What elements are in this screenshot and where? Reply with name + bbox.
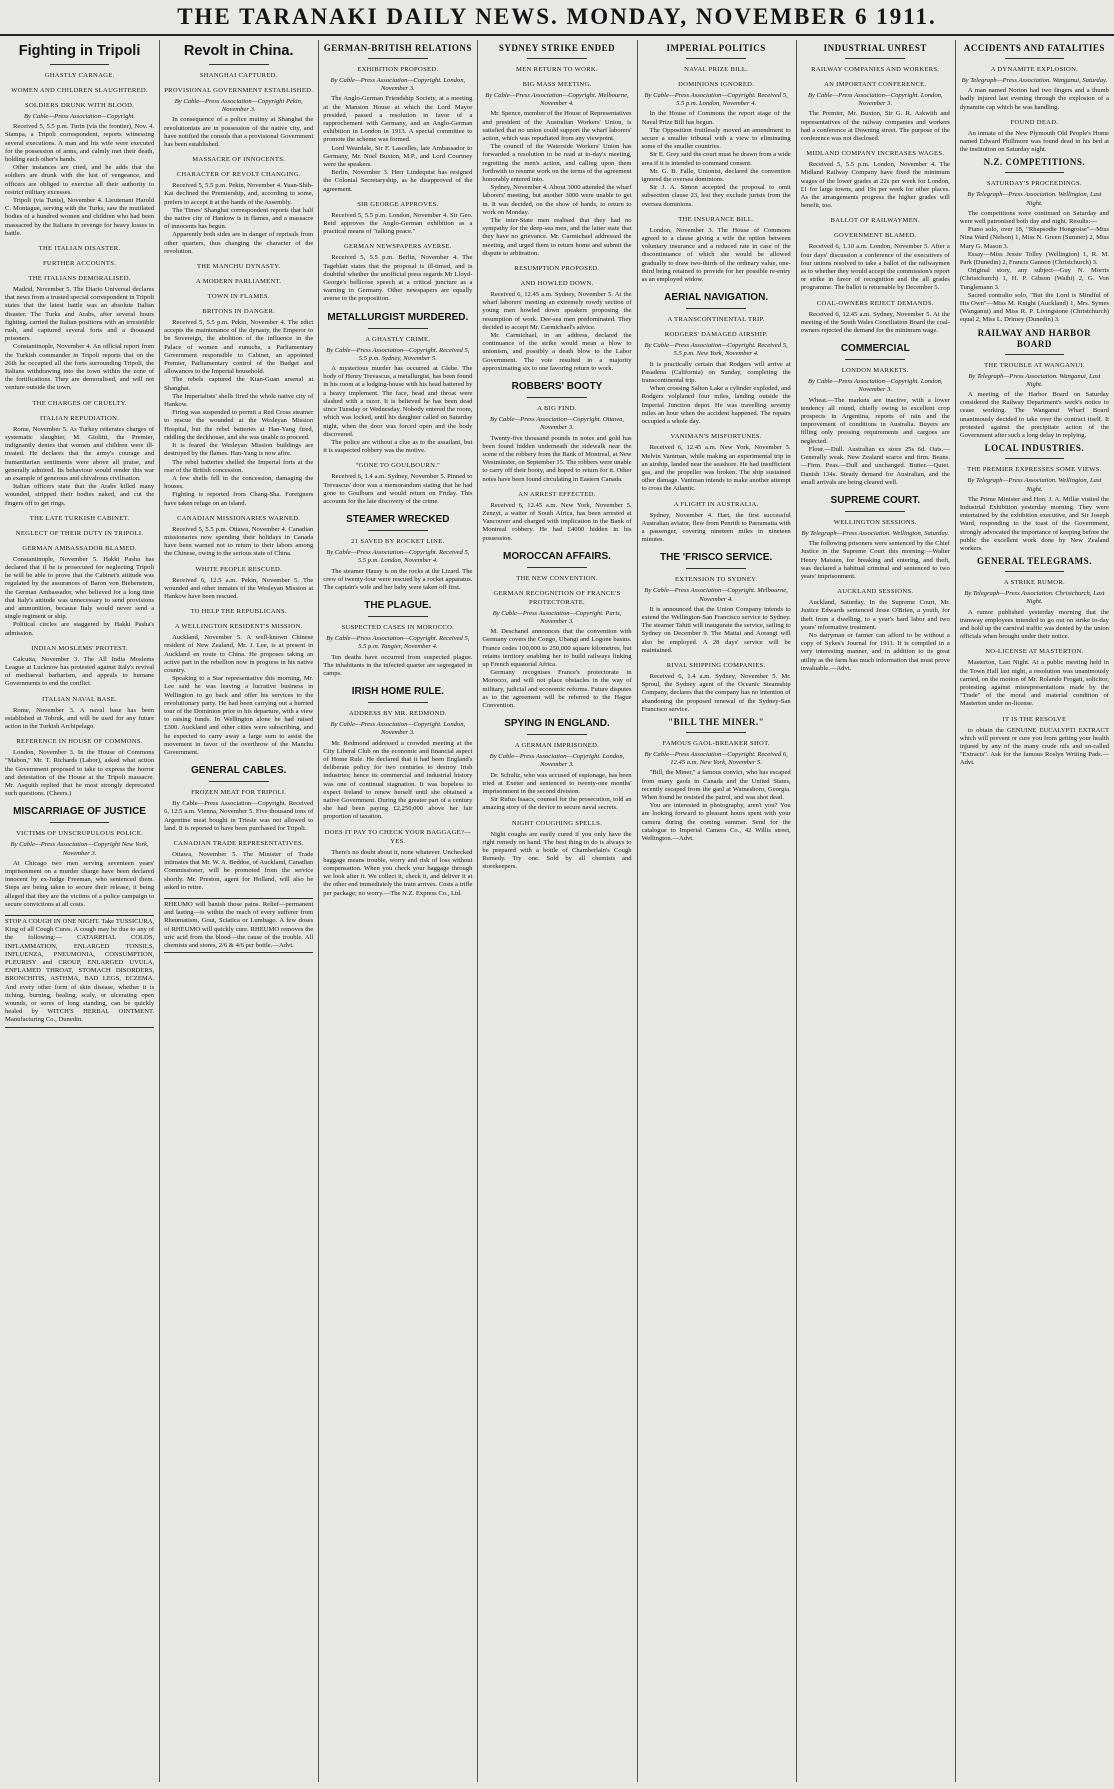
heading-rule	[527, 397, 587, 398]
subheading: NEGLECT OF THEIR DUTY IN TRIPOLI.	[15, 529, 144, 537]
paragraph: Political circles are staggered by Hakki Pasha's admission.	[5, 621, 155, 637]
subheading: ITALIAN NAVAL BASE.	[42, 695, 117, 703]
paragraph: Auckland, Saturday. In the Supreme Court, Mr. Justice Edwards sentenced Jesse O'Brien, a youth, for theft from a dwelling, to a year's hard labor and two years' reformative treatment.	[800, 599, 950, 631]
column-2	[159, 40, 318, 1782]
section-heading: INDUSTRIAL UNREST	[823, 43, 927, 53]
paragraph: A rumor published yesterday morning that the tramway employees intended to go out on strike to-day and hold up the carnival traffic was denied by the union officials when brought under their notice.	[959, 608, 1109, 641]
section-heading: IRISH HOME RULE.	[351, 686, 444, 698]
subheading: NO-LICENSE AT MASTERTON.	[985, 648, 1084, 656]
column-1	[0, 40, 159, 1782]
paragraph: Sydney, November 4. About 3000 attended the wharf laborers' meeting, but another 3000 were unable to get in. It was decided, on the show of hands, to return to work on Monday.	[482, 184, 632, 216]
subheading: 21 SAVED BY ROCKET LINE.	[351, 538, 445, 546]
paragraph: Received 5, 5.5 p.m. Turin (via the frontier), Nov. 4. Stampa, a Tripoli correspondent, reports witnessing several executions. A man and his wife were executed for the possession of arms, and calmly met their death, holding each other's hands.	[5, 123, 155, 164]
paragraph: Sydney, November 4. Hart, the first successful Australian aviator, flew from Penrith to Parramatta with a passenger, covering nineteen miles in nineteen minutes.	[641, 511, 791, 544]
column-divider	[955, 40, 956, 1782]
paragraph: Sir J. A. Simon accepted the proposal to omit subsection clause 23, lest they exclude jurists from the oversea dominions.	[641, 184, 791, 208]
dateline: By Telegraph—Press Association. Wanganui, Last Night.	[968, 372, 1101, 388]
dateline: By Telegraph—Press Association. Wellington, Last Night.	[967, 477, 1102, 493]
subheading: AN IMPORTANT CONFERENCE.	[824, 81, 927, 88]
dateline: By Cable—Press Association—Copyright. Received 5, 5.5 p.m. London, November 4.	[644, 92, 788, 108]
paragraph: The rebel batteries shelled the Imperial forts at the rear of the British concession.	[164, 458, 314, 474]
subheading: DOMINIONS IGNORED.	[678, 81, 755, 88]
section-heading: SYDNEY STRIKE ENDED	[498, 43, 616, 53]
paragraph: Received 6, 1.10 a.m. London, November 5. After a four days' discussion a conference of the executives of four unions resolved to take a ballot of the railwaymen as to whether they would accept the commission's report or strike in favor of recognition and the all grades programme. The ballot is returnable by December 5.	[800, 243, 950, 292]
paragraph: Ottawa, November 5. The Minister of Trade intimates that Mr. W. A. Beddoe, of Auckland, Canadian Commissioner, will be promoted from the service shortly. Mr. Preston, agent for Holland, will also be asked to retire.	[164, 851, 314, 891]
dateline: By Cable—Press Association—Copyright. Received 5, 5.5 p.m. London, November 4.	[326, 549, 470, 565]
paragraph: The following prisoners were sentenced by the Chief Justice in the Supreme Court this morning:—Walter Henry Maisten, for breaking and entering, and theft, was declared a habitual criminal and sentenced to two years' imprisonment.	[800, 540, 950, 580]
heading-rule	[1005, 354, 1065, 355]
dateline: By Telegraph—Press Association. Wellington, Last Night.	[967, 191, 1102, 207]
paragraph: In the House of Commons the report stage of the Naval Prize Bill has begun.	[641, 110, 791, 126]
subheading: "GONE TO GOULBOURN."	[355, 462, 441, 470]
heading-rule	[686, 308, 746, 309]
dateline: By Cable—Press Association—Copyright. Received 5, 5.5 p.m. New York, November 4.	[644, 342, 788, 358]
heading-rule	[368, 530, 428, 531]
column-divider	[796, 40, 797, 1782]
heading-rule	[845, 58, 905, 59]
subheading: TO HELP THE REPUBLICANS.	[190, 608, 287, 616]
paragraph: An inmate of the New Plymouth Old People's Home named Edward Phillmore was found dead in his bed at the institution on Saturday night.	[959, 129, 1109, 154]
paragraph: It is announced that the Union Company intends to extend the Wellington-San Francisco service to Sydney. The steamer Tahiti will inaugurate the service, sailing to Sydney on December 9. The Maitai and Aorangi will also be employed. A 28 days' service will be maintained.	[641, 605, 791, 654]
paragraph: At Chicago two men serving seventeen years' imprisonment on a murder charge have been declared innocent by ex-Judge Freeman, who sentenced them. Steps are being taken to secure their release, it being alleged that they are the victims of a police campaign to secure convictions at all costs.	[5, 859, 155, 908]
dateline: By Cable—Press Association—Copyright. Received 5, 5.5 p.m. Sydney, November 5.	[326, 346, 470, 362]
paragraph: Wheat.—The markets are inactive, with a lower tendency all round, chiefly owing to excellent crop prospects in Argentina, reports of rain and the improvement of conditions in Australia. Buyers are filling only pressing requirements and cargoes are neglected.	[800, 396, 950, 445]
paragraph: Flour.—Dull. Australian ex store 25s 6d. Oats.—Generally weak. New Zealand scarce and firm. Beans.—Firm. Peas.—Dull and unchanged. Butter.—Quiet. Danish 134s. Steady demand for Australian, and the small arrivals are being cleared well.	[800, 445, 950, 486]
subheading: THE MANCHU DYNASTY.	[196, 263, 281, 271]
paragraph: Mr. Redmond addressed a crowded meeting at the City Liberal Club on the economic and financial aspect of Home Rule. He declared that it had been England's deliberate policy for two centuries to destroy Irish industries; hence its commercial and industrial history was one of continual stagnation. It was hopeless to expect Ireland to renew herself until she obtained a native Government. During the greater part of a century she had been paying £2,250,000 above her fair proportion of taxation.	[323, 739, 473, 821]
paragraph: The council of the Waterside Workers' Union has forwarded a resolution to be read at to-day's meeting, regretting the men's action, and calling upon them forthwith to resume work on the terms of the agreement honorably entered into.	[482, 143, 632, 184]
subheading: THE LATE TURKISH CABINET.	[29, 514, 130, 522]
paragraph: Received 5, 5.5 p.m. Berlin, November 4. The Tageblatt states that the proposal is ill-timed, and is doubtful whether the unofficial press regards Mr Lloyd-George's bellicose speech at a critical juncture as a warning to Germany. Other newspapers are equally averse to the proposition.	[323, 254, 473, 303]
dateline: By Cable—Press Association—Copyright.	[23, 113, 136, 120]
subheading: THE TROUBLE AT WANGANUI.	[984, 361, 1085, 369]
subheading: CANADIAN TRADE REPRESENTATIVES.	[173, 840, 304, 847]
subheading: THE INSURANCE BILL.	[678, 215, 755, 223]
column-divider	[159, 40, 160, 1782]
subheading: GERMAN RECOGNITION OF FRANCE'S PROTECTORATE.	[493, 589, 621, 606]
column-5	[637, 40, 796, 1782]
paragraph: A man named Norton had two fingers and a thumb badly injured last evening through the explosion of a dynamite cap which he was handling.	[959, 87, 1109, 111]
subheading: RAILWAY COMPANIES AND WORKERS.	[811, 66, 940, 73]
subheading: THE ITALIAN DISASTER.	[38, 245, 121, 253]
paragraph: No dairyman or farmer can afford to be without a copy of Sykes's Journal for 1911. It is compiled in a very interesting manner, and in addition to its great utility as the farm has much information that must prove invaluable.—Advt.	[800, 631, 950, 672]
section-heading: AERIAL NAVIGATION.	[664, 292, 769, 304]
paragraph: M. Deschanel announces that the convention with Germany covers the Congo, Ubangi and Logone basins. France cedes 100,000 to 250,000 square kilometres, but retains territory enabling her to build railways linking up French equatorial Africa.	[482, 628, 632, 668]
subheading: BRITONS IN DANGER.	[202, 308, 276, 316]
paragraph: Received 5, 5.5 p.m. Pekin, November 4. The edict accepts the maintenance of the dynasty, the Emperor to be Sovereign, the abolition of the influence in the Palace of women and eunuchs, a Parliamentary Government responsible to Cabinet, an appointed Premier, Parliamentary control of the Budget and allowances to the Imperial household.	[164, 319, 314, 376]
subheading: PROVISIONAL GOVERNMENT ESTABLISHED.	[164, 87, 314, 94]
heading-rule	[527, 734, 587, 735]
section-heading: GENERAL TELEGRAMS.	[976, 556, 1092, 567]
paragraph: Received 5, 5.5 p.m. London, November 4. Sir Geo. Reid approves the Anglo-German exhibition as a practical means of "talking peace."	[323, 211, 473, 236]
paragraph: Constantinople, November 4. An official report from the Turkish commander in Tripoli reports that on the 26th he occupied all the forts surrounding Tripoli, the Italians withdrawing into the town within the zone of the fortifications. They are demoralised, and will not venture outside the town.	[5, 343, 155, 392]
paragraph: Piano solo, over 18, "Rhapsodie Hongroise"—Miss Nina Ward (Nelson) 1, Miss N. Green (Sumner) 2, Miss Mary G. Mason 3.	[959, 226, 1109, 250]
heading-rule	[1005, 571, 1065, 572]
paragraph: Essay—Miss Jessie Tolley (Wellington) 1, R. M. Park (Dunedin) 2, Francis Gannon (Christchurch) 3.	[959, 250, 1109, 267]
headline: Revolt in China.	[183, 43, 294, 59]
heading-rule	[209, 781, 269, 782]
subheading: DOES IT PAY TO CHECK YOUR BAGGAGE?—YES.	[324, 828, 472, 845]
subheading: EXTENSION TO SYDNEY.	[674, 576, 758, 584]
subheading: SATURDAY'S PROCEEDINGS.	[986, 180, 1082, 188]
paragraph: Berlin, November 3. Herr Lindequist has resigned the Colonial Secretaryship, as he disapproved of the agreement.	[323, 169, 473, 193]
subheading: MIDLAND COMPANY INCREASES WAGES.	[806, 150, 945, 158]
paragraph: A mysterious murder has occurred at Glebe. The body of Henry Trevascus, a metallurgist, has been found in his room at a lodging-house with his head battered by a heavy implement. The face, head and throat were slashed with a razor. It is believed he has been dead since Tuesday or Wednesday. Nobody entered the room, which was locked, until his daughter called on Saturday night, when the door was forced open and the body discovered.	[323, 365, 473, 438]
paragraph: London, November 3. In the House of Commons "Mabon," Mr. T. Richards (Labor), asked what action the Government proposed to take to express the horror and detestation of the House at the Tripoli massacre. Mr. Asquith replied that he most strongly deprecated such questions. (Cheers.)	[5, 749, 155, 798]
dateline: By Cable—Press Association—Copyright. London, November 3.	[807, 378, 943, 394]
paragraph: Germany recognises France's protectorate in Morocco, and will not place obstacles in the way of military, judicial and economic reforms. Future disputes as to the agreement will be referred to the Hague Convention.	[482, 669, 632, 709]
paragraph: By Cable—Press Association—Copyright. Received 6, 12.5 a.m. Vienna, November 5. Five thousand tons of Argentine meat bought in Trieste was not allowed to land. It is reported to have been purchased for Tripoli.	[164, 800, 314, 832]
paragraph: The police are without a clue as to the assailant, but it is suspected robbery was the motive.	[323, 438, 473, 455]
paragraph: Tripoli (via Tunis), November 4. Lieutenant Harold C. Montague, serving with the Turks, saw the mutilated bodies of a hundred women and children who had been massacred by the Italians in revenge for heavy losses in battle.	[5, 197, 155, 237]
paragraph: The Opposition fruitlessly moved an amendment to secure a smaller tribunal with a view to eliminating some of the smaller countries.	[641, 126, 791, 151]
heading-rule	[50, 64, 110, 65]
heading-rule	[1005, 172, 1065, 173]
paragraph: The Imperialists' shells fired the whole native city of Hankow.	[164, 392, 314, 409]
subheading: IT IS THE RESOLVE	[1002, 715, 1067, 723]
paragraph: Auckland, November 5. A well-known Chinese resident of New Zealand, Mr. J. Lee, is at present in Auckland en route to China. He proposes taking an active part in the rebellion now in progress in his native country.	[164, 634, 314, 674]
column-4	[477, 40, 636, 1782]
subheading: BIG MASS MEETING.	[522, 81, 592, 88]
dateline: By Cable—Press Association—Copyright. London, November 3.	[807, 92, 943, 108]
paragraph: The Premier, Mr. Buxton, Sir G. R. Askwith and representatives of the railway companies and workers had a conference at Downing street. The purpose of the conference was not disclosed.	[800, 110, 950, 143]
subheading: GOVERNMENT BLAMED.	[833, 232, 917, 240]
paragraph: Lord Weardale, Sir F. Lascelles, late Ambassador to Germany, Mr. Noel Buxton, M.P., and Lord Courtney were the speakers.	[323, 144, 473, 169]
paragraph: When crossing Salton Lake a cylinder exploded, and Rodgers volplaned four miles, landing outside the Imperial Junction depot. He was travelling seventy miles an hour when the accident happened. The repairs occupied a whole day.	[641, 385, 791, 426]
subheading: A GERMAN IMPRISONED.	[514, 742, 600, 750]
subheading: MEN RETURN TO WORK.	[516, 66, 598, 73]
dateline: By Telegraph—Press Association. Christchurch, Last Night.	[964, 590, 1105, 606]
paragraph: Rome, November 5. As Turkey reiterates charges of systematic slaughter, M. Giolitti, the Premier, indignantly denies that women and children were ill-treated. He declares that the army's courage and humanitarian sentiments were above all praise, and generally admired. Its behaviour would render this war an example of generous and chivalrous civilisation.	[5, 425, 155, 482]
subheading: REFERENCE IN HOUSE OF COMMONS.	[16, 738, 143, 746]
paragraph: Constantinople, November 5. Hakki Pasha has declared that if he is prosecuted for neglecting Tripoli he will be able to prove that the Cabinet's attitude was regulated by the assurances of Baron von Biebenstein, the German Ambassador, who believed for a long time that Italy's attitude was unnecessary to send provisions and ammunition, because Italy would never send a single regiment or ship.	[5, 555, 155, 621]
dateline: By Telegraph—Press Association. Wanganui, Saturday.	[961, 77, 1108, 84]
paragraph: Received 6, 12.45 a.m. New York, November 5. Zenzyt, a waiter of South Africa, has been arrested at Vancouver and charged with implication in the Bank of Montreal robbery. He had £4000 hidden in his possession.	[482, 501, 632, 542]
dateline: By Cable—Press Association—Copyright. Melbourne, November 4.	[644, 587, 788, 603]
paragraph: The competitions were continued on Saturday and were well patronised both day and night. Results:—	[959, 209, 1109, 226]
subheading: RESUMPTION PROPOSED.	[514, 265, 600, 273]
paragraph: The rebels captured the Kian-Guan arsenal at Shanghai.	[164, 376, 314, 392]
paragraph: Fighting is reported from Chang-Sha. Foreigners have taken refuge on an island.	[164, 491, 314, 507]
paragraph: Original story, any subject—Guy N. Morris (Christchurch) 1, H. P. Gibson (Waihi) 2, G. Von Tunglemann 3.	[959, 267, 1109, 291]
headline: Fighting in Tripoli	[18, 43, 141, 59]
heading-rule	[368, 702, 428, 703]
subheading: FAMOUS GAOL-BREAKER SHOT.	[662, 739, 770, 747]
subheading: BALLOT OF RAILWAYMEN.	[830, 217, 921, 225]
subheading: CANADIAN MISSIONARIES WARNED.	[177, 514, 301, 522]
heading-rule	[686, 58, 746, 59]
paragraph: Received 5, 5.5 p.m. Pekin, November 4. Yuan-Shih-Kai declined the Premiership, and, according to some, prefers to accept it at the hands of the Assembly.	[164, 182, 314, 206]
subheading: SUSPECTED CASES IN MOROCCO.	[341, 624, 455, 632]
dateline: By Telegraph—Press Association. Wellington, Saturday.	[801, 529, 949, 537]
paragraph: You are interested in photography, aren't you? You are looking forward to pleasant hours spent with your camera during the coming summer. Send for the catalogue to Imperial Camera Co., 42 Willis street, Wellington.—Advt.	[641, 802, 791, 842]
section-heading: MISCARRIAGE OF JUSTICE	[13, 806, 146, 818]
subheading: WHITE PEOPLE RESCUED.	[195, 565, 283, 573]
section-heading: THE 'FRISCO SERVICE.	[660, 552, 773, 564]
section-heading: LOCAL INDUSTRIES.	[984, 443, 1085, 454]
advertisement: STOP A COUGH IN ONE NIGHT. Take TUSSICURA, King of all Cough Cures. A cough may be due to any of the following:— CATARRHAL COLDS, INFLAMMATION, ENLARGED TONSILS, INFLUENZA, PNEUMONIA, CONSUMPTION, PLEURISY and CROUP, ENLARGED UVULA, ENFLAMED THROAT, STOMACH DISORDERS, BRONCHITIS, ASTHMA, BAD LEGS, ECZEMA. And every other form of skin disease, whether it is itching, burning, healing, scaly, or ulcerating open wounds, or sores of long standing, can be quickly healed by WITCH'S HERBAL OINTMENT. Manufacturing Co., Dunedin.	[5, 915, 154, 1028]
subheading: A BIG FIND.	[537, 405, 577, 413]
paragraph: Received 6, 12.45 a.m. Sydney, November 5. At the wharf laborers' meeting an extremely rowdy section of young men howled down speakers proposing the resumption of work. Dee-sea men predominated. They decided to accept Mr. Carmichael's advice.	[482, 291, 632, 331]
paragraph: Mr. G. B. Falle, Unionist, declared the convention ignored the oversea dominions.	[641, 167, 791, 184]
paragraph: Night coughs are easily cured if you only have the right remedy on hand. The best thing to do is always to be prepared with a bottle of Chamberlain's Cough Remedy. Try one. Sold by all chemists and storekeepers.	[482, 830, 632, 871]
subheading: GHASTLY CARNAGE.	[44, 72, 115, 79]
dateline: By Cable—Press Association—Copyright. Melbourne, November 4.	[485, 92, 629, 108]
subheading: A TRANSCONTINENTAL TRIP.	[667, 316, 765, 324]
section-heading: MOROCCAN AFFAIRS.	[503, 550, 611, 562]
column-divider	[477, 40, 478, 1782]
subheading: FOUND DEAD.	[1010, 118, 1059, 126]
paragraph: Sacred contralto solo, "But the Lord is Mindful of His Own"—Miss M. Knight (Auckland) 1, Mrs. Symes (Wanganui) and Miss R. P. Livingstone (Christchurch) equal 2, Miss L. Drimey (Dunedin) 3.	[959, 291, 1109, 324]
paragraph: to obtain the GENUINE EUCALYPTI EXTRACT which will prevent or cure you from getting your health injured by any of the many crude oils and so-called "Extracts". Ask for the famous Roslyn Writing Pads.—Advt.	[959, 726, 1109, 767]
paragraph: Other instances are cited, and he adds that the soldiers are drunk with the lust of vengeance, and officers are obliged to exercise all their authority to restrict military excesses.	[5, 164, 155, 196]
subheading: A WELLINGTON RESIDENT'S MISSION.	[174, 623, 303, 631]
paragraph: In consequence of a police mutiny at Shanghai the revolutionists are in possession of the native city, and have notified the consuls that a provisional Government has been established.	[164, 116, 314, 149]
section-heading: ROBBERS' BOOTY	[511, 381, 603, 393]
paragraph: Received 6, 12.45 a.m. Sydney, November 5. At the meeting of the South Wales Conciliation Board the coal-owners rejected the demand for the minimum wage.	[800, 310, 950, 335]
subheading: A MODERN PARLIAMENT.	[196, 278, 282, 286]
paragraph: A few shells fell in the concession, damaging the houses.	[164, 474, 314, 491]
subheading: TOWN IN FLAMES.	[207, 293, 270, 301]
paragraph: Mr. Spence, member of the House of Representatives and president of the Australian Workers' Union, is satisfied that no union could support the wharf laborers' action, which was repudiated from any viewpoint.	[482, 110, 632, 143]
paragraph: Received 6, 1.4 a.m. Sydney, November 5. Pinned to Trevascus' door was a memorandum stating that he had gone to Goulburn and would return on Friday. This accounts for the late discovery of the crime.	[323, 473, 473, 505]
masthead: THE TARANAKI DAILY NEWS. MONDAY, NOVEMBER 6 1911.	[0, 0, 1114, 36]
heading-rule	[368, 58, 428, 59]
subheading: LONDON MARKETS.	[841, 367, 909, 375]
paragraph: Sir Rufus Isaacs, counsel for the prosecution, told an amazing story of the device to secure naval secrets.	[482, 796, 632, 812]
subheading: AUCKLAND SESSIONS.	[837, 588, 914, 596]
paragraph: Calcutta, November 3. The All India Moslems League at Lucknow has protested against Italy's revival of mediaeval barbarism, and appeals to humane Governments to end the conflict.	[5, 655, 155, 688]
paragraph: Sir E. Grey said the court must be drawn from a wide area if it is intended to command consent.	[641, 151, 791, 167]
dateline: By Cable—Press Association—Copyright. London, November 3.	[489, 753, 625, 769]
paragraph: Received 5, 5.5 p.m. Ottawa, November 4. Canadian missionaries now spending their holidays in Canada have been warned not to return to their labors among the Chinese, owing to the serious state of China.	[164, 525, 314, 558]
subheading: GERMAN AMBASSADOR BLAMED.	[22, 544, 137, 552]
subheading: SIR GEORGE APPROVES.	[357, 200, 439, 208]
dateline: By Cable—Press Association—Copyright. Paris, November 3.	[492, 609, 622, 625]
paragraph: Ten deaths have occurred from suspected plague. The inhabitants in the infected quarter are segregated in camps.	[323, 653, 473, 677]
dateline: By Cable—Press Association—Copyright. Received 5, 5.5 p.m. Tangier, November 4.	[326, 635, 470, 651]
subheading: CHARACTER OF REVOLT CHANGING.	[176, 171, 301, 179]
subheading: INDIAN MOSLEMS' PROTEST.	[31, 644, 128, 652]
subheading: A FLIGHT IN AUSTRALIA.	[673, 500, 759, 508]
subheading: NAVAL PRIZE BILL.	[684, 66, 749, 73]
paragraph: A meeting of the Harbor Board on Saturday considered the Railway Department's week's notice to cease working. The Wanganui Wharf Board unanimously decided to take over the contract itself. It protested against the precipitate action of the Government after such a long delay in replying.	[959, 391, 1109, 440]
subheading: VICTIMS OF UNSCRUPULOUS POLICE.	[16, 830, 144, 838]
subheading: RODGERS' DAMAGED AIRSHIP.	[664, 331, 768, 339]
section-heading: N.Z. COMPETITIONS.	[983, 157, 1086, 168]
subheading: MASSACRE OF INNOCENTS.	[192, 156, 286, 164]
heading-rule	[527, 58, 587, 59]
subheading: FROZEN MEAT FOR TRIPOLI.	[191, 789, 287, 797]
column-divider	[318, 40, 319, 1782]
section-heading: GENERAL CABLES.	[191, 765, 287, 777]
heading-rule	[527, 567, 587, 568]
subheading: SOLDIERS DRUNK WITH BLOOD.	[24, 102, 135, 109]
subheading: SHANGHAI CAPTURED.	[199, 72, 278, 79]
paragraph: Masterton, Last Night. At a public meeting held in the Town Hall last night, a resolution was unanimously carried, on the motion of Mr. Rolando Frogatt, solicitor, protesting against misrepresentations made by the "Trade" of the moral and material condition of Masterton under no-license.	[959, 659, 1109, 708]
subheading: AN ARREST EFFECTED.	[518, 490, 596, 498]
dateline: By Cable—Press Association—Copyright. London, November 3.	[330, 721, 466, 737]
paragraph: Apparently both sides are in danger of reprisals from other quarters, thus changing the character of the revolution.	[164, 231, 314, 255]
paragraph: The Prime Minister and Hon. J. A. Millar visited the Industrial Exhibition yesterday morning. They were entertained by the exhibition executive, and Sir Joseph Ward, responding to the toast of the Government, strongly advocated the importance of keeping before the public the excellent work done by New Zealand workers.	[959, 495, 1109, 552]
heading-rule	[209, 64, 269, 65]
subheading: THE ITALIANS DEMORALISED.	[28, 275, 131, 283]
heading-rule	[686, 732, 746, 733]
paragraph: Speaking to a Star representative this morning, Mr. Lee said he was leaving a lucrative business in Wellington to go back and offer his services to the revolutionary party. He had been carrying out a hurried tour of the Dominion prior to his departure, with a view to raising funds. In Wellington alone he had raised £300. Auckland and other cities were subscribing, and he expected to carry away a large sum to assist the movement in favor of the overthrow of the Manchu Government.	[164, 675, 314, 756]
paragraph: There's no doubt about it, none whatever. Unchecked baggage means trouble, worry and risk of loss without compensation. When you check your baggage through we look after it. We collect it, check it, and deliver it at the other end immediately the train arrives. Costs a trifle per package; no worry.—The N.Z. Express Co., Ltd.	[323, 848, 473, 897]
heading-rule	[368, 616, 428, 617]
heading-rule	[845, 359, 905, 360]
paragraph: Received 6, 12.45 a.m. New York, November 5. Melvin Vaniman, while making an experimental trip in an airship, landed near the seashore. He had insufficient gas, and the propeller was broken. The ship sustained other damage. Vaniman intends to make another attempt to cross the Atlantic.	[641, 444, 791, 493]
subheading: EXHIBITION PROPOSED.	[357, 66, 439, 73]
column-3	[318, 40, 477, 1782]
subheading: A DYNAMITE EXPLOSION.	[990, 66, 1079, 73]
section-heading: STEAMER WRECKED	[346, 514, 450, 526]
paragraph: The inter-State men realised that they had no sympathy for the deep-sea men, and the latter state that they have no grievance. Mr. Carmichael addressed the meeting, and urged them to return home and submit the dispute to arbitration.	[482, 217, 632, 257]
subheading: GERMAN NEWSPAPERS AVERSE.	[343, 243, 452, 251]
paragraph: Madrid, November 5. The Diario Universal declares that news from a trusted special correspondent in Tripoli states that the latest battle was an absolute Italian disaster. The Turks and Arabs, after several hours fighting, carried the Italian positions with an irresistible rush, and captured several forts and a thousand prisoners.	[5, 286, 155, 343]
subheading: FURTHER ACCOUNTS.	[42, 260, 117, 268]
paragraph: Firing was suspended to permit a Red Cross steamer to rescue the wounded at the Wesleyan Mission Hospital, but the rebel batteries at Han-Yang fired, riddling the deckhouse, and she was unable to proceed.	[164, 409, 314, 441]
heading-rule	[50, 822, 110, 823]
heading-rule	[1005, 458, 1065, 459]
subheading: THE CHARGES OF CRUELTY.	[32, 399, 127, 407]
dateline: By Cable—Press Association—Copyright. Ottawa, November 3.	[490, 416, 624, 432]
heading-rule	[368, 328, 428, 329]
heading-rule	[845, 511, 905, 512]
subheading: COAL-OWNERS REJECT DEMANDS.	[816, 299, 934, 307]
advertisement: RHEUMO will banish those pains. Relief—permanent and lasting—is within the reach of every sufferer from Rheumatism, Gout, Sciatica or Lumbago. A few doses of RHEUMO will quickly cure. RHEUMO removes the uric acid from the blood—the cause of the trouble. All chemists and stores, 2/6 & 4/6 per bottle.—Advt.	[164, 898, 313, 953]
section-heading: THE PLAGUE.	[364, 600, 432, 612]
subheading: NIGHT COUGHING SPELLS.	[511, 819, 603, 827]
subheading: RIVAL SHIPPING COMPANIES.	[666, 661, 766, 669]
column-7	[955, 40, 1114, 1782]
paragraph: Rome, November 3. A naval base has been established at Tobruk, and will be used for any future action in the Turkish Archipelago.	[5, 706, 155, 730]
subheading: ITALIAN REPUDIATION.	[40, 414, 120, 422]
subheading: A GHASTLY CRIME.	[365, 335, 431, 343]
section-heading: GERMAN-BRITISH RELATIONS	[323, 43, 472, 53]
subheading: THE PREMIER EXPRESSES SOME VIEWS.	[967, 466, 1102, 474]
section-heading: SUPREME COURT.	[830, 494, 920, 506]
dateline: By Cable—Press Association—Copyright New York, November 3.	[10, 841, 149, 857]
dateline: By Cable—Press Association—Copyright Pekin, November 3.	[174, 98, 303, 114]
section-heading: "BILL THE MINER."	[668, 716, 765, 727]
section-heading: COMMERCIAL	[840, 343, 910, 355]
subheading: VANIMAN'S MISFORTUNES.	[670, 433, 762, 441]
paragraph: Received 5, 5.5 p.m. London, November 4. The Midland Railway Company have fixed the minimum wages of the lower grades at 22s per week for London, £1 for large towns, and 19s per week for other places. As the arrangements progress the higher grades will benefit, too.	[800, 161, 950, 210]
section-heading: ACCIDENTS AND FATALITIES	[963, 43, 1105, 53]
paragraph: Twenty-five thousand pounds in notes and gold has been found hidden underneath the sidewalk near the scene of the robbery from the Bank of Montreal, at New Westminster, on September 15. The robbers were unable to carry off their booty, and hoped to return for it. Other notes have been found circulating in Eastern Canada.	[482, 434, 632, 483]
column-divider	[637, 40, 638, 1782]
subheading: A STRIKE RUMOR.	[1003, 579, 1065, 587]
paragraph: Italian officers state that the Arabs killed many wounded, stripped their bodies naked, and cut the fingers off to get rings.	[5, 483, 155, 507]
paragraph: It is practically certain that Rodgers will arrive at Pasadena (California) on Sunday, completing the transcontinental trip.	[641, 360, 791, 385]
section-heading: METALLURGIST MURDERED.	[327, 311, 469, 323]
subheading: WELLINGTON SESSIONS.	[833, 518, 917, 526]
dateline: By Cable—Press Association—Copyright. London, November 3.	[330, 77, 466, 93]
column-6	[796, 40, 955, 1782]
paragraph: The steamer Hausy is on the rocks at the Lizard. The crew of twenty-four were rescued by a rocket apparatus. The captain's wife and her baby were taken off first.	[323, 567, 473, 591]
subheading: AND HOWLED DOWN.	[520, 280, 594, 288]
subheading: THE NEW CONVENTION.	[516, 574, 598, 582]
paragraph: Mr. Carmichael, in an address, declared the continuance of the strike would mean a blow to unionism, and possibly a death blow to the Labor Government. The vote resulted in a majority approximating six to one favoring return to work.	[482, 332, 632, 372]
dateline: By Cable—Press Association—Copyright. Received 6, 12.45 a.m. New York, November 5.	[644, 750, 788, 767]
paragraph: Received 6, 1.4 a.m. Sydney, November 5. Mr. Sproul, the Sydney agent of the Oceanic Steamship Company, declares that the company has no intention of abandoning the proposed renewal of the Sydney-San Francisco service.	[641, 672, 791, 713]
heading-rule	[686, 568, 746, 569]
section-heading: IMPERIAL POLITICS	[666, 43, 766, 53]
section-heading: RAILWAY AND HARBOR BOARD	[977, 327, 1092, 349]
heading-rule	[1005, 58, 1065, 59]
paragraph: London, November 3. The House of Commons agreed to a clause giving a wife the option between voluntary insurance and a reduced rate in case of the discontinuance of which she would be allowed gradually to draw two-thirds of the ordinary value, one-third being retained to provide for her possible re-entry as an employed widow.	[641, 226, 791, 284]
paragraph: The Times' Shanghai correspondent reports that half the native city of Hankow is in flames, and a massacre of innocents has begun.	[164, 206, 314, 231]
paragraph: Dr. Schultz, who was accused of espionage, has been tried at Exeter and sentenced to twenty-one months' imprisonment in the second division.	[482, 771, 632, 795]
paragraph: It is feared the Wesleyan Mission buildings are destroyed by the flames. Han-Yang is now afire.	[164, 442, 314, 458]
paragraph: "Bill, the Miner," a famous convict, who has escaped from many gaols in Canada and the United States, recently escaped from the gaol at Waineshoro, Georgia. When found he resisted the patrol, and was shot dead.	[641, 769, 791, 801]
subheading: WOMEN AND CHILDREN SLAUGHTERED.	[11, 87, 148, 94]
paragraph: The Anglo-German Friendship Society, at a meeting at the Mansion House at which the Lord Mayor presided, passed a resolution in favor of a rapprochement with Germany, and an Anglo-German exhibition in London in 1913. A special committee to promote the scheme was formed.	[323, 95, 473, 144]
section-heading: SPYING IN ENGLAND.	[504, 718, 610, 730]
paragraph: Received 6, 12.5 a.m. Pekin, November 5. The wounded and other inmates of the Wesleyan Mission at Hankow have been rescued.	[164, 576, 314, 600]
subheading: ADDRESS BY MR. REDMOND.	[349, 710, 447, 718]
